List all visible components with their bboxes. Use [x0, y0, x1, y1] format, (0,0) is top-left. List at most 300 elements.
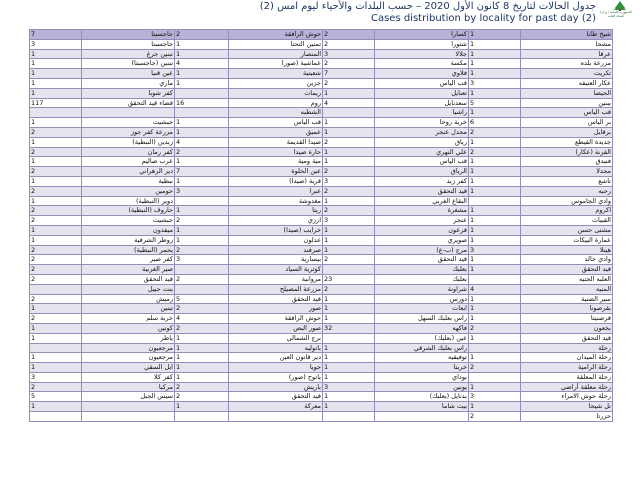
case-count-cell [175, 412, 229, 422]
locality-cell: ريتا [229, 206, 323, 216]
locality-cell: تكريت [521, 69, 613, 79]
table-row [30, 392, 613, 402]
case-count-cell: 16 [175, 98, 229, 108]
locality-cell: رحلة حوش الامراء [521, 392, 613, 402]
locality-cell: بر الياس [521, 118, 613, 128]
locality-cell: عمارة البيكات [521, 235, 613, 245]
case-count-cell: 1 [175, 235, 229, 245]
locality-cell: وادي الجاموس [521, 196, 613, 206]
case-count-cell: 2 [323, 39, 375, 49]
case-count-cell: 1 [175, 225, 229, 235]
locality-cell: تبنين [82, 304, 175, 314]
case-count-cell: 5 [30, 392, 82, 402]
case-count-cell: 1 [469, 225, 521, 235]
locality-cell: مشغرة [375, 206, 469, 216]
case-count-cell: 1 [175, 333, 229, 343]
case-count-cell: 2 [323, 206, 375, 216]
table-row [30, 176, 613, 186]
locality-cell: شتورا [375, 39, 469, 49]
locality-cell: راشيا [375, 108, 469, 118]
case-count-cell: 3 [323, 382, 375, 392]
locality-cell: حزرتا [521, 412, 613, 422]
locality-cell: فنيدق [521, 157, 613, 167]
case-count-cell: 1 [30, 176, 82, 186]
locality-cell: صيدا القديمة [229, 137, 323, 147]
locality-cell: برقايل [521, 127, 613, 137]
locality-cell: بخعون [521, 323, 613, 333]
case-count-cell: 2 [30, 274, 82, 284]
locality-cell: مزرعة المصيلح [229, 284, 323, 294]
case-count-cell: 2 [323, 167, 375, 177]
case-count-cell: 2 [30, 186, 82, 196]
locality-cell: قرصنيتا [521, 314, 613, 324]
case-count-cell: 7 [175, 167, 229, 177]
case-count-cell: 2 [175, 147, 229, 157]
case-count-cell: 1 [30, 157, 82, 167]
locality-cell: قضاء قيد التحقق [82, 98, 175, 108]
locality-cell: تل شيحا [521, 402, 613, 412]
case-count-cell: 1 [30, 118, 82, 128]
locality-cell: عرقا [521, 49, 613, 59]
locality-cell: باريش [229, 382, 323, 392]
case-count-cell: 2 [469, 412, 521, 422]
cases-table-body [30, 30, 613, 422]
table-row [30, 59, 613, 69]
locality-cell: حوش الرافقة [229, 30, 323, 40]
locality-cell: سعدنايل [375, 98, 469, 108]
table-row [30, 186, 613, 196]
locality-cell: كفر رمان [82, 147, 175, 157]
locality-cell: حوش الرافقة [229, 314, 323, 324]
case-count-cell: 1 [175, 39, 229, 49]
locality-cell: زوطر الشرقية [82, 235, 175, 245]
locality-cell: قب الياس [375, 157, 469, 167]
locality-cell: خرايب (صيدا) [229, 225, 323, 235]
locality-cell: دورس [375, 294, 469, 304]
locality-cell: خربة روحا [375, 118, 469, 128]
case-count-cell: 1 [175, 372, 229, 382]
locality-cell: عبرا [229, 186, 323, 196]
case-count-cell: 2 [323, 284, 375, 294]
locality-cell: حارة صيدا [229, 147, 323, 157]
locality-cell: جلالا [375, 49, 469, 59]
table-row [30, 304, 613, 314]
case-count-cell: 1 [175, 78, 229, 88]
locality-cell: علي النهري [375, 147, 469, 157]
locality-cell: توفيقيه [375, 353, 469, 363]
locality-cell: كفر صير [82, 255, 175, 265]
case-count-cell [30, 412, 82, 422]
locality-cell: ارزي [229, 216, 323, 226]
case-count-cell: 1 [323, 157, 375, 167]
table-row [30, 167, 613, 177]
case-count-cell [323, 333, 375, 343]
table-row [30, 88, 613, 98]
case-count-cell: 1 [469, 294, 521, 304]
case-count-cell: 2 [30, 127, 82, 137]
locality-cell: عدلون [229, 235, 323, 245]
case-count-cell: 1 [175, 69, 229, 79]
locality-cell: رحبه [521, 186, 613, 196]
locality-cell [229, 412, 323, 422]
case-count-cell: 1 [323, 196, 375, 206]
case-count-cell: 5 [469, 98, 521, 108]
case-count-cell: 1 [323, 235, 375, 245]
locality-cell: الحيصا [521, 88, 613, 98]
case-count-cell: 1 [30, 137, 82, 147]
locality-cell: كونين [82, 323, 175, 333]
locality-cell: تبنين جرغ [82, 49, 175, 59]
case-count-cell: 1 [323, 304, 375, 314]
ministry-logo [600, 1, 636, 27]
locality-cell: برج الشمالي [229, 333, 323, 343]
table-row [30, 196, 613, 206]
case-count-cell: 1 [30, 88, 82, 98]
case-count-cell: 3 [323, 176, 375, 186]
case-count-cell: 4 [175, 314, 229, 324]
locality-cell: مزرعة بلده [521, 59, 613, 69]
table-row [30, 127, 613, 137]
case-count-cell: 2 [323, 30, 375, 40]
locality-cell [375, 412, 469, 422]
case-count-cell [175, 108, 229, 118]
locality-cell: رحلة معلقة أراضي [521, 382, 613, 392]
case-count-cell: 1 [469, 333, 521, 343]
case-count-cell: 1 [323, 118, 375, 128]
case-count-cell: 1 [469, 235, 521, 245]
case-count-cell: 2 [175, 304, 229, 314]
locality-cell: راس بعلبك الشرقي [375, 343, 469, 353]
case-count-cell: 2 [175, 274, 229, 284]
locality-cell: عين الحلوة [229, 167, 323, 177]
locality-cell: ياتوح (صور) [229, 372, 323, 382]
locality-cell: جبشيت [82, 216, 175, 226]
case-count-cell: 2 [469, 363, 521, 373]
locality-cell: قرية (صيدا) [229, 176, 323, 186]
locality-cell: تبنين (جاجسبتا) [82, 59, 175, 69]
case-count-cell [469, 372, 521, 382]
locality-cell: حومين [82, 186, 175, 196]
case-count-cell [30, 343, 82, 353]
case-count-cell: 1 [323, 127, 375, 137]
locality-cell: مشحا [521, 39, 613, 49]
locality-cell: نبطية [82, 176, 175, 186]
locality-cell: جاجسبتا [82, 39, 175, 49]
table-row [30, 353, 613, 363]
locality-cell: فلاوي [375, 69, 469, 79]
case-count-cell: 1 [323, 147, 375, 157]
case-count-cell: 1 [30, 69, 82, 79]
case-count-cell [175, 284, 229, 294]
locality-cell: باتوليه [229, 343, 323, 353]
locality-cell: القرنة (عكار) [521, 147, 613, 157]
table-row [30, 78, 613, 88]
locality-cell: كفر كلا [82, 372, 175, 382]
case-count-cell: 2 [469, 323, 521, 333]
case-count-cell: 7 [30, 30, 82, 40]
locality-cell: ميفدون [82, 225, 175, 235]
case-count-cell: 2 [30, 265, 82, 275]
locality-cell: بقرصونا [521, 304, 613, 314]
locality-cell: مجدل عنجر [375, 127, 469, 137]
locality-cell: قب الياس [521, 108, 613, 118]
table-row [30, 216, 613, 226]
case-count-cell: 2 [323, 78, 375, 88]
case-count-cell [30, 284, 82, 294]
locality-cell: وادي خالد [521, 255, 613, 265]
locality-cell: دير قانون العين [229, 353, 323, 363]
locality-cell: رحلة المعلقة [521, 372, 613, 382]
table-row [30, 49, 613, 59]
page-title-english: Cases distribution by locality for past day (2) [370, 13, 596, 24]
locality-cell: سيس الجبل [82, 392, 175, 402]
case-count-cell: 3 [469, 78, 521, 88]
case-count-cell [175, 88, 229, 98]
case-count-cell: 1 [469, 49, 521, 59]
case-count-cell: 1 [469, 186, 521, 196]
table-row [30, 265, 613, 275]
case-count-cell [323, 412, 375, 422]
table-row [30, 108, 613, 118]
case-count-cell: 2 [175, 323, 229, 333]
locality-cell [82, 412, 175, 422]
case-count-cell [323, 108, 375, 118]
case-count-cell: 2 [323, 59, 375, 69]
case-count-cell: 2 [175, 30, 229, 40]
case-count-cell: 2 [175, 245, 229, 255]
table-row [30, 382, 613, 392]
case-count-cell: 1 [469, 69, 521, 79]
case-count-cell: 1 [469, 216, 521, 226]
locality-cell: تاشع [521, 176, 613, 186]
table-row [30, 30, 613, 40]
case-count-cell: 3 [323, 216, 375, 226]
locality-cell [82, 108, 175, 118]
case-count-cell: 1 [175, 176, 229, 186]
case-count-cell: 2 [30, 294, 82, 304]
table-row [30, 118, 613, 128]
locality-cell: عين (بعلبك) [375, 333, 469, 343]
case-count-cell: 2 [323, 255, 375, 265]
locality-cell: فاكهه [375, 323, 469, 333]
case-count-cell: 2 [30, 255, 82, 265]
locality-cell: كفر شوبا [82, 88, 175, 98]
case-count-cell: 1 [30, 225, 82, 235]
locality-cell: ببنين [521, 98, 613, 108]
case-count-cell: 4 [175, 59, 229, 69]
locality-cell: مجدلا [521, 167, 613, 177]
case-count-cell: 3 [30, 372, 82, 382]
case-count-cell: 2 [30, 206, 82, 216]
case-count-cell: 1 [469, 88, 521, 98]
table-row [30, 343, 613, 353]
case-count-cell: 1 [323, 88, 375, 98]
locality-cell: المنيه [521, 284, 613, 294]
locality-cell: مية ومية [229, 157, 323, 167]
case-count-cell: 1 [469, 137, 521, 147]
locality-cell: العلبه الجنيه [521, 274, 613, 284]
locality-cell: قب الياس [375, 78, 469, 88]
locality-cell: مرجعيون [82, 343, 175, 353]
locality-cell: صور البص [229, 323, 323, 333]
locality-cell: قيد التحقق [521, 265, 613, 275]
case-count-cell: 2 [175, 392, 229, 402]
case-count-cell: 5 [175, 294, 229, 304]
case-count-cell: 1 [30, 333, 82, 343]
case-count-cell: 4 [323, 98, 375, 108]
case-count-cell: 1 [175, 49, 229, 59]
case-count-cell: 4 [175, 137, 229, 147]
case-count-cell: 32 [323, 323, 375, 333]
locality-cell: خربة سلم [82, 314, 175, 324]
case-count-cell: 1 [469, 176, 521, 186]
case-count-cell: 1 [469, 157, 521, 167]
table-row [30, 284, 613, 294]
table-row [30, 363, 613, 373]
locality-cell: كسارا [375, 30, 469, 40]
case-count-cell: 1 [469, 265, 521, 275]
case-count-cell: 1 [469, 59, 521, 69]
locality-cell: حاروف (النبطية) [82, 206, 175, 216]
case-count-cell: 2 [469, 127, 521, 137]
locality-cell: صور [229, 304, 323, 314]
table-row [30, 69, 613, 79]
case-count-cell: 1 [175, 353, 229, 363]
table-row [30, 402, 613, 412]
locality-cell: دوير (النبطية) [82, 196, 175, 206]
locality-cell: رميش [82, 294, 175, 304]
case-count-cell: 4 [469, 284, 521, 294]
locality-cell: يونين [375, 382, 469, 392]
locality-cell: مغدوشة [229, 196, 323, 206]
locality-cell: قيد التحقق [521, 333, 613, 343]
locality-cell: سير الضنية [521, 294, 613, 304]
case-count-cell: 2 [30, 147, 82, 157]
locality-cell: قيد التحقق [229, 294, 323, 304]
logo-text: الجمهورية اللبنانية / وزارة الصحة العامة [600, 10, 632, 18]
locality-cell: زبدين (النبطية) [82, 137, 175, 147]
case-count-cell: 1 [323, 343, 375, 353]
locality-cell: شيخ طابا [521, 30, 613, 40]
case-count-cell: 2 [175, 216, 229, 226]
case-count-cell [469, 274, 521, 284]
case-count-cell [175, 265, 229, 275]
table-row [30, 255, 613, 265]
locality-cell: معركة [229, 402, 323, 412]
locality-cell: عكار العتيقه [521, 78, 613, 88]
case-count-cell: 2 [30, 167, 82, 177]
case-count-cell: 2 [323, 186, 375, 196]
case-count-cell [469, 343, 521, 353]
locality-cell: عنجر [375, 216, 469, 226]
case-count-cell: 1 [323, 392, 375, 402]
case-count-cell: 1 [175, 127, 229, 137]
table-row [30, 372, 613, 382]
locality-cell: شراونة [375, 284, 469, 294]
locality-cell: رحلة الميدان [521, 353, 613, 363]
locality-cell: دير الزهراني [82, 167, 175, 177]
case-count-cell: 1 [469, 382, 521, 392]
locality-cell: عميق [229, 127, 323, 137]
case-count-cell: 1 [323, 372, 375, 382]
locality-cell: المنصار [229, 49, 323, 59]
locality-cell: قيد التحقق [375, 255, 469, 265]
case-count-cell: 1 [469, 206, 521, 216]
case-count-cell: 1 [30, 196, 82, 206]
locality-cell: صويري [375, 235, 469, 245]
locality-cell: روم [229, 98, 323, 108]
table-row [30, 274, 613, 284]
case-count-cell: 1 [30, 323, 82, 333]
locality-cell: بعلبك [375, 274, 469, 284]
table-row [30, 39, 613, 49]
page-header [0, 0, 640, 27]
locality-cell [82, 402, 175, 412]
locality-cell: مرجعيون [82, 353, 175, 363]
table-row [30, 225, 613, 235]
page-title-arabic: جدول الحالات لتاريخ 8 كانون الأول 2020 – حسب البلدات والأحياء ليوم امس (2) [259, 1, 596, 12]
case-count-cell: 3 [30, 39, 82, 49]
locality-cell: مشتى حسن [521, 225, 613, 235]
locality-cell: خربتا [375, 363, 469, 373]
locality-cell: جزين [229, 78, 323, 88]
locality-cell: بيت شاما [375, 402, 469, 412]
case-count-cell: 1 [469, 304, 521, 314]
locality-cell: رحلة الرامية [521, 363, 613, 373]
locality-cell: ابل السقي [82, 363, 175, 373]
case-count-cell: 1 [469, 167, 521, 177]
locality-cell: جبشيت [82, 118, 175, 128]
locality-cell: ايعات [375, 304, 469, 314]
locality-cell: قيد التحقق [375, 186, 469, 196]
case-count-cell: 1 [30, 49, 82, 59]
case-count-cell: 1 [469, 314, 521, 324]
locality-cell: مركبا [82, 382, 175, 392]
locality-cell: الشطبه [229, 108, 323, 118]
locality-cell: رياق [375, 137, 469, 147]
locality-cell: تمنين التحتا [229, 39, 323, 49]
locality-cell: بيسارية [229, 255, 323, 265]
locality-cell: مرج (ب-ع) [375, 245, 469, 255]
locality-cell: ريمات [229, 88, 323, 98]
case-count-cell: 3 [469, 392, 521, 402]
case-count-cell [30, 108, 82, 118]
case-count-cell: 3 [323, 49, 375, 59]
locality-cell: مزرعة كفر جوز [82, 127, 175, 137]
case-count-cell: 3 [175, 255, 229, 265]
case-count-cell: 1 [30, 304, 82, 314]
case-count-cell: 2 [30, 216, 82, 226]
table-row [30, 333, 613, 343]
locality-cell: تعنايل [375, 88, 469, 98]
table-row [30, 206, 613, 216]
case-count-cell: 1 [175, 402, 229, 412]
case-count-cell: 1 [175, 157, 229, 167]
table-row [30, 157, 613, 167]
locality-cell: بدنايل (بعلبك) [375, 392, 469, 402]
case-count-cell: 1 [469, 39, 521, 49]
case-count-cell: 1 [323, 353, 375, 363]
locality-cell: كوثرية السياد [229, 265, 323, 275]
locality-cell: القبيات [521, 216, 613, 226]
case-count-cell: 1 [469, 353, 521, 363]
case-count-cell: 1 [30, 59, 82, 69]
locality-cell: جاجسبتا [82, 30, 175, 40]
locality-cell: جويا [229, 363, 323, 373]
cases-table [29, 29, 613, 422]
locality-cell: ماري [82, 78, 175, 88]
table-row [30, 323, 613, 333]
